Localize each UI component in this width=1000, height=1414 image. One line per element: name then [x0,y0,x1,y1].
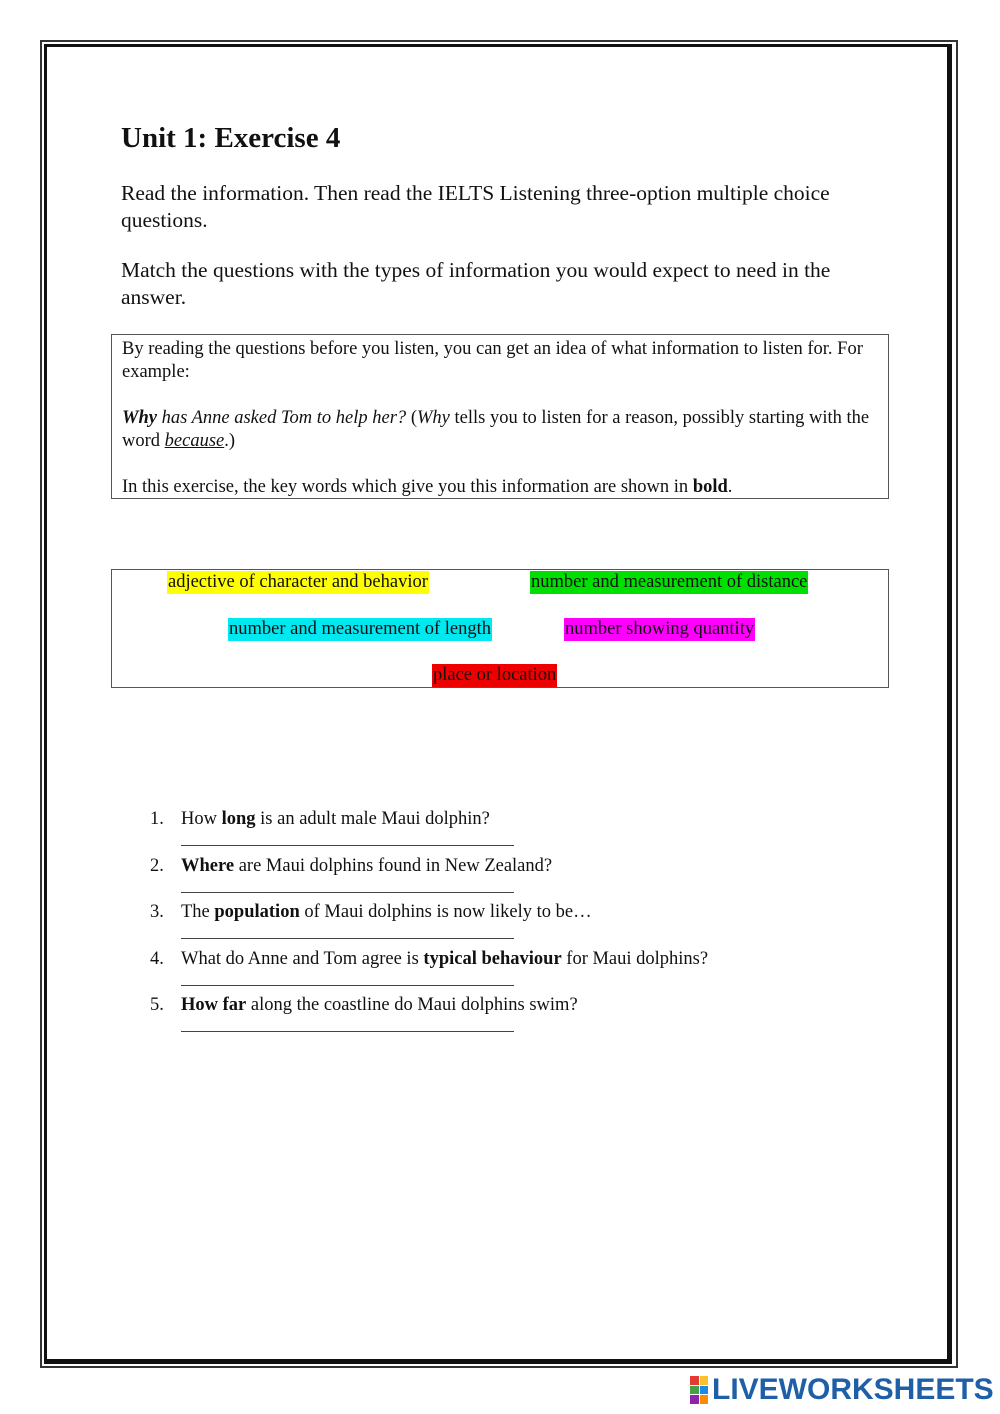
answer-tag-length[interactable]: number and measurement of length [229,619,491,639]
instruction-match: Match the questions with the types of information you would expect to need in the answer. [121,258,831,309]
question-item [150,855,850,902]
example-because: because [164,431,225,451]
answer-drop-line[interactable] [181,985,514,986]
question-text-after: are Maui dolphins found in New Zealand? [234,855,553,876]
answer-tag-distance[interactable]: number and measurement of distance [531,572,808,592]
example-explanation: tells you to listen for a reason, possibly starting with the word [122,408,870,451]
question-keyword: population [214,902,300,922]
question-number: 3. [150,902,164,922]
question-item [150,808,850,855]
example-why-plain: Why [416,408,450,428]
question-list [150,808,850,1041]
answer-drop-line[interactable] [181,938,514,939]
answer-tag-quantity[interactable]: number showing quantity [565,619,755,639]
question-text-before: The [181,902,215,922]
question-number: 5. [150,995,164,1015]
answer-tag-character[interactable]: adjective of character and behavior [168,572,428,592]
question-text-before: How [181,809,222,829]
liveworksheets-wordmark: LIVEWORKSHEETS [712,1373,994,1406]
note-bold: bold [692,477,728,497]
worksheet-title: Unit 1: Exercise 4 [121,122,341,154]
example-end: .) [224,431,236,451]
question-text [181,994,578,1017]
note-end: . [727,477,733,497]
page-inner-border [44,44,952,1364]
question-text [181,855,552,878]
liveworksheets-logo-icon [690,1376,708,1404]
answer-drop-line[interactable] [181,1031,514,1032]
question-keyword: long [221,809,256,829]
info-box [111,334,889,499]
question-text [181,808,490,831]
info-example [122,407,878,453]
answer-drop-line[interactable] [181,892,514,893]
instruction-read: Read the information. Then read the IELTS Listening three-option multiple choice questions. [121,181,830,232]
example-question: has Anne asked Tom to help her? [156,408,407,428]
example-paren-open: ( [406,408,417,428]
question-number: 4. [150,948,164,969]
question-text-after: for Maui dolphins? [561,948,709,969]
example-why-word: Why [122,408,157,428]
question-item [150,901,850,948]
question-text-after: of Maui dolphins is now likely to be… [299,902,592,922]
note-text: In this exercise, the key words which give you this information are shown in [122,477,693,497]
question-number: 1. [150,809,164,829]
info-note [122,476,878,499]
question-text-after: along the coastline do Maui dolphins swim? [246,995,578,1015]
question-text [181,901,592,924]
question-text [181,948,708,971]
question-text-after: is an adult male Maui dolphin? [255,809,490,829]
info-intro: By reading the questions before you listen, you can get an idea of what information to listen for. For example: [122,339,863,382]
question-number: 2. [150,855,164,876]
answer-tag-location[interactable]: place or location [433,665,557,685]
question-keyword: How far [181,995,247,1015]
question-text-before: What do Anne and Tom agree is [181,948,424,969]
question-keyword: typical behaviour [423,948,562,969]
question-keyword: Where [181,855,235,876]
answer-drop-line[interactable] [181,845,514,846]
liveworksheets-logo [690,1374,994,1406]
word-bank [111,569,889,688]
question-item [150,994,850,1041]
question-item [150,948,850,995]
